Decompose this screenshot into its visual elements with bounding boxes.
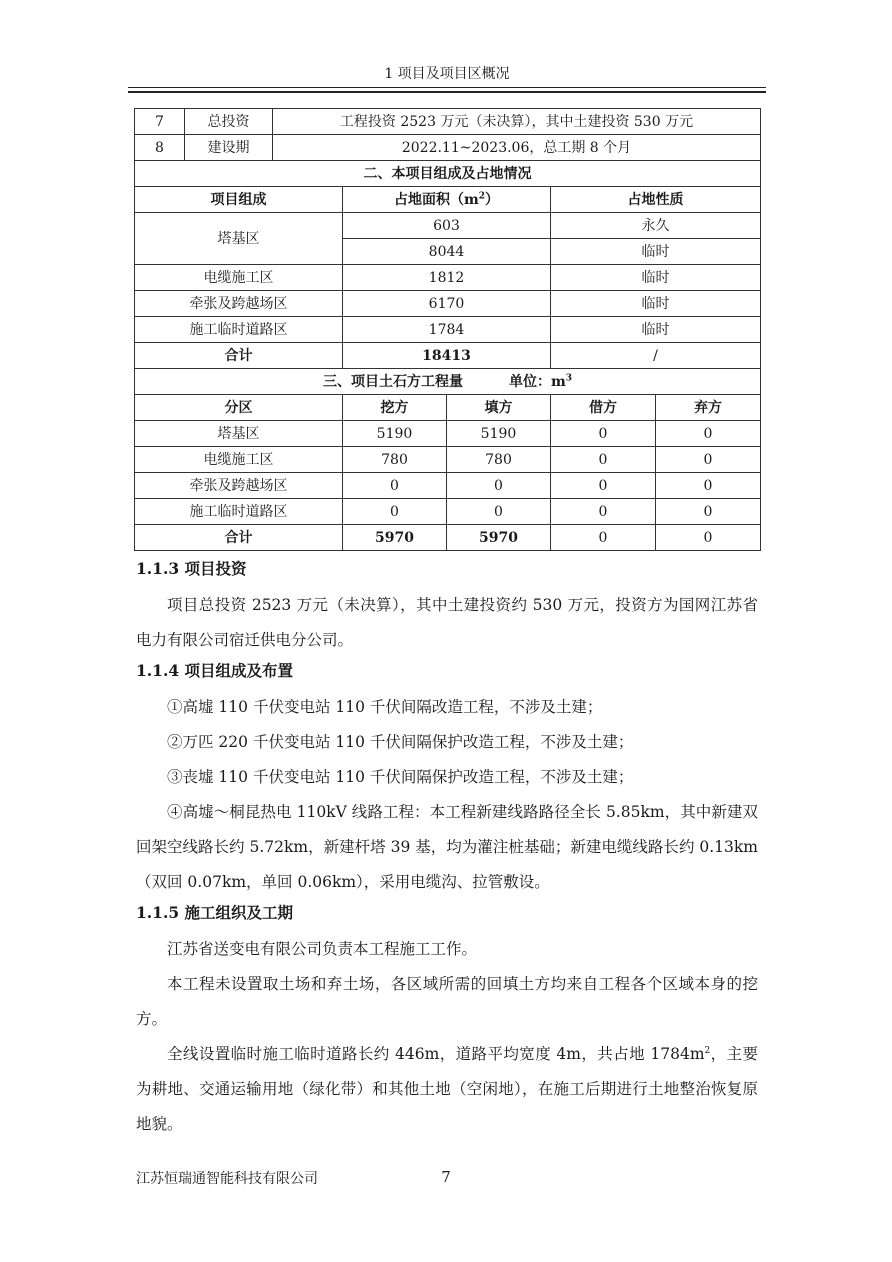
cell-total-area: 18413 [343, 343, 551, 369]
cell-nature: 永久 [551, 213, 761, 239]
cell-tower-zone: 塔基区 [135, 213, 343, 265]
cell-borrow: 0 [551, 447, 656, 473]
cell-cut: 0 [343, 499, 447, 525]
cell-fill: 0 [447, 473, 551, 499]
cell-zone: 牵张及跨越场区 [135, 473, 343, 499]
paragraph: 项目总投资 2523 万元（未决算），其中土建投资约 530 万元，投资方为国网江苏省电力有限公司宿迁供电分公司。 [136, 596, 758, 649]
header-nature: 占地性质 [551, 187, 761, 213]
table-row [135, 499, 761, 525]
cell-nature: 临时 [551, 239, 761, 265]
cell-nature: 临时 [551, 317, 761, 343]
row-number: 8 [135, 135, 185, 161]
cell-nature: 临时 [551, 265, 761, 291]
cell-spoil: 0 [656, 421, 761, 447]
cell-borrow: 0 [551, 499, 656, 525]
table-row [135, 213, 761, 239]
section-heading-1-1-3: 1.1.3 项目投资 [136, 559, 247, 578]
list-item: ①高墟 110 千伏变电站 110 千伏间隔改造工程，不涉及土建； [167, 698, 603, 716]
cell-total-label: 合计 [135, 343, 343, 369]
table-row [135, 109, 761, 135]
land-section-title: 二、本项目组成及占地情况 [135, 161, 761, 187]
cell-zone: 施工临时道路区 [135, 499, 343, 525]
row-label: 总投资 [185, 109, 273, 135]
paragraph: 本工程未设置取土场和弃土场，各区域所需的回填土方均来自工程各个区域本身的挖方。 [136, 975, 758, 1028]
footer-company: 江苏恒瑞通智能科技有限公司 [136, 1171, 318, 1187]
table-total-row [135, 525, 761, 551]
section-title-row [135, 369, 761, 395]
table-header-row [135, 395, 761, 421]
cell-cut: 5190 [343, 421, 447, 447]
cell-name: 电缆施工区 [135, 265, 343, 291]
table-row [135, 265, 761, 291]
list-item: ④高墟～桐昆热电 110kV 线路工程：本工程新建线路路径全长 5.85km，其中新建双回架空线路长约 5.72km，新建杆塔 39 基，均为灌注桩基础；新建电缆线路长约 0.13km（双回 0.07km，单回 0.06km），采用电缆沟、拉管敷设。 [136, 803, 758, 891]
cell-total-label: 合计 [135, 525, 343, 551]
cell-borrow: 0 [551, 421, 656, 447]
header-area: 占地面积$(m^2)$ [343, 187, 551, 213]
cell-area: 8044 [343, 239, 551, 265]
page-number: 7 [441, 1168, 451, 1186]
body-content [136, 556, 758, 1142]
cell-nature: 临时 [551, 291, 761, 317]
cell-fill: 5190 [447, 421, 551, 447]
header-component: 项目组成 [135, 187, 343, 213]
cell-spoil: 0 [656, 473, 761, 499]
cell-area: 6170 [343, 291, 551, 317]
page-header: 1 项目及项目区概况 [384, 66, 510, 82]
section-title-row [135, 161, 761, 187]
header-rule-thin [128, 87, 766, 88]
list-item: ②万匹 220 千伏变电站 110 千伏间隔保护改造工程，不涉及土建； [167, 733, 634, 751]
header-cut: 挖方 [343, 395, 447, 421]
paragraph: 江苏省送变电有限公司负责本工程施工工作。 [167, 940, 478, 958]
cell-name: 牵张及跨越场区 [135, 291, 343, 317]
earth-section-title: 三、项目土石方工程量 单位：$m^3$ [135, 369, 761, 395]
cell-fill: 0 [447, 499, 551, 525]
cell-total-cut: 5970 [343, 525, 447, 551]
cell-cut: 0 [343, 473, 447, 499]
list-item: ③丧墟 110 千伏变电站 110 千伏间隔保护改造工程，不涉及土建； [167, 768, 634, 786]
table-header-row [135, 187, 761, 213]
table-row [135, 473, 761, 499]
cell-total-fill: 5970 [447, 525, 551, 551]
cell-fill: 780 [447, 447, 551, 473]
project-info-table [134, 108, 761, 551]
cell-spoil: 0 [656, 447, 761, 473]
cell-total-spoil: 0 [656, 525, 761, 551]
cell-total-nature: / [551, 343, 761, 369]
cell-zone: 塔基区 [135, 421, 343, 447]
cell-borrow: 0 [551, 473, 656, 499]
header-fill: 填方 [447, 395, 551, 421]
cell-area: 1812 [343, 265, 551, 291]
paragraph: 全线设置临时施工临时道路长约 446m，道路平均宽度 4m，共占地 $1784m^2$，主要为耕地、交通运输用地（绿化带）和其他土地（空闲地），在施工后期进行土地整治恢复原地貌。 [136, 1045, 758, 1133]
cell-area: 603 [343, 213, 551, 239]
header-rule-thick [128, 91, 766, 93]
table-row [135, 421, 761, 447]
header-borrow: 借方 [551, 395, 656, 421]
cell-name: 施工临时道路区 [135, 317, 343, 343]
row-value: 工程投资 2523 万元（未决算），其中土建投资 530 万元 [273, 109, 761, 135]
cell-cut: 780 [343, 447, 447, 473]
cell-spoil: 0 [656, 499, 761, 525]
row-value: 2022.11~2023.06，总工期 8 个月 [273, 135, 761, 161]
row-number: 7 [135, 109, 185, 135]
table-row [135, 447, 761, 473]
cell-total-borrow: 0 [551, 525, 656, 551]
cell-area: 1784 [343, 317, 551, 343]
cell-zone: 电缆施工区 [135, 447, 343, 473]
section-heading-1-1-5: 1.1.5 施工组织及工期 [136, 903, 294, 922]
table-row [135, 291, 761, 317]
table-total-row [135, 343, 761, 369]
row-label: 建设期 [185, 135, 273, 161]
header-spoil: 弃方 [656, 395, 761, 421]
table-row [135, 317, 761, 343]
header-zone: 分区 [135, 395, 343, 421]
section-heading-1-1-4: 1.1.4 项目组成及布置 [136, 661, 294, 680]
table-row [135, 135, 761, 161]
